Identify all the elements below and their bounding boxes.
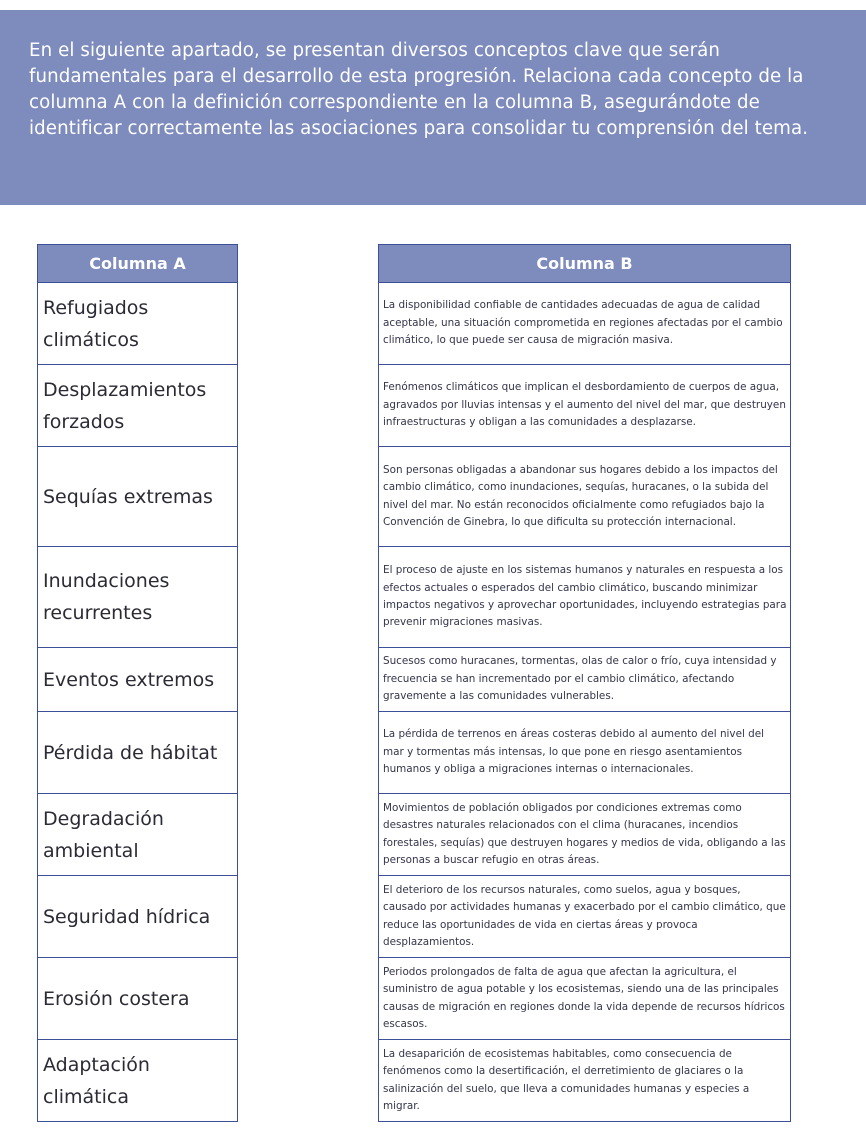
- column-b-definition: Periodos prolongados de falta de agua que afectan la agricultura, el suministro de agua potable y los ecosistemas, siendo una de las principales causas de migración en regiones donde la vida depende de recursos hídricos escasos.: [379, 958, 791, 1040]
- column-b-definition: La desaparición de ecosistemas habitables, como consecuencia de fenómenos como la desertificación, el derretimiento de glaciares o la salinización del suelo, que lleva a comunidades humanas y especies a migrar.: [379, 1040, 791, 1122]
- column-a-item-sequias-extremas: Sequías extremas: [38, 447, 238, 547]
- column-b-table: [378, 244, 791, 1122]
- column-b-definition: El deterioro de los recursos naturales, como suelos, agua y bosques, causado por actividades humanas y exacerbado por el cambio climático, que reduce las oportunidades de vida en ciertas áreas y provoca desplazamientos.: [379, 876, 791, 958]
- column-a-table: [37, 244, 238, 1122]
- column-b-header: Columna B: [379, 245, 791, 283]
- column-a-item-eventos-extremos: Eventos extremos: [38, 648, 238, 712]
- instructions-banner: [0, 10, 866, 205]
- column-a-item-refugiados-climaticos: Refugiados climáticos: [38, 283, 238, 365]
- instructions-text: En el siguiente apartado, se presentan diversos conceptos clave que serán fundamentales para el desarrollo de esta progresión. Relaciona cada concepto de la columna A con la definición correspondiente en la columna B, asegurándote de identificar correctamente las asociaciones para consolidar tu comprensión del tema.: [29, 40, 809, 139]
- column-a-header: Columna A: [38, 245, 238, 283]
- column-b-definition: La disponibilidad confiable de cantidades adecuadas de agua de calidad aceptable, una situación comprometida en regiones afectadas por el cambio climático, lo que puede ser causa de migración masiva.: [379, 283, 791, 365]
- column-a-item-seguridad-hidrica: Seguridad hídrica: [38, 876, 238, 958]
- column-a-item-perdida-de-habitat: Pérdida de hábitat: [38, 712, 238, 794]
- column-b-definition: El proceso de ajuste en los sistemas humanos y naturales en respuesta a los efectos actuales o esperados del cambio climático, buscando minimizar impactos negativos y aprovechar oportunidades, incluyendo estrategias para prevenir migraciones masivas.: [379, 547, 791, 648]
- column-b-definition: Movimientos de población obligados por condiciones extremas como desastres naturales relacionados con el clima (huracanes, incendios forestales, sequías) que destruyen hogares y medios de vida, obligando a las personas a buscar refugio en otras áreas.: [379, 794, 791, 876]
- column-a-item-erosion-costera: Erosión costera: [38, 958, 238, 1040]
- column-a-item-desplazamientos-forzados: Desplazamientos forzados: [38, 365, 238, 447]
- column-a-item-inundaciones-recurrentes: Inundaciones recurrentes: [38, 547, 238, 648]
- column-a-item-degradacion-ambiental: Degradación ambiental: [38, 794, 238, 876]
- column-b-definition: Fenómenos climáticos que implican el desbordamiento de cuerpos de agua, agravados por lluvias intensas y el aumento del nivel del mar, que destruyen infraestructuras y obligan a las comunidades a desplazarse.: [379, 365, 791, 447]
- column-b-definition: Sucesos como huracanes, tormentas, olas de calor o frío, cuya intensidad y frecuencia se han incrementado por el cambio climático, afectando gravemente a las comunidades vulnerables.: [379, 648, 791, 712]
- column-a-item-adaptacion-climatica: Adaptación climática: [38, 1040, 238, 1122]
- column-b-definition: Son personas obligadas a abandonar sus hogares debido a los impactos del cambio climático, como inundaciones, sequías, huracanes, o la subida del nivel del mar. No están reconocidos oficialmente como refugiados bajo la Convención de Ginebra, lo que dificulta su protección internacional.: [379, 447, 791, 547]
- column-b-definition: La pérdida de terrenos en áreas costeras debido al aumento del nivel del mar y tormentas más intensas, lo que pone en riesgo asentamientos humanos y obliga a migraciones internas o internacionales.: [379, 712, 791, 794]
